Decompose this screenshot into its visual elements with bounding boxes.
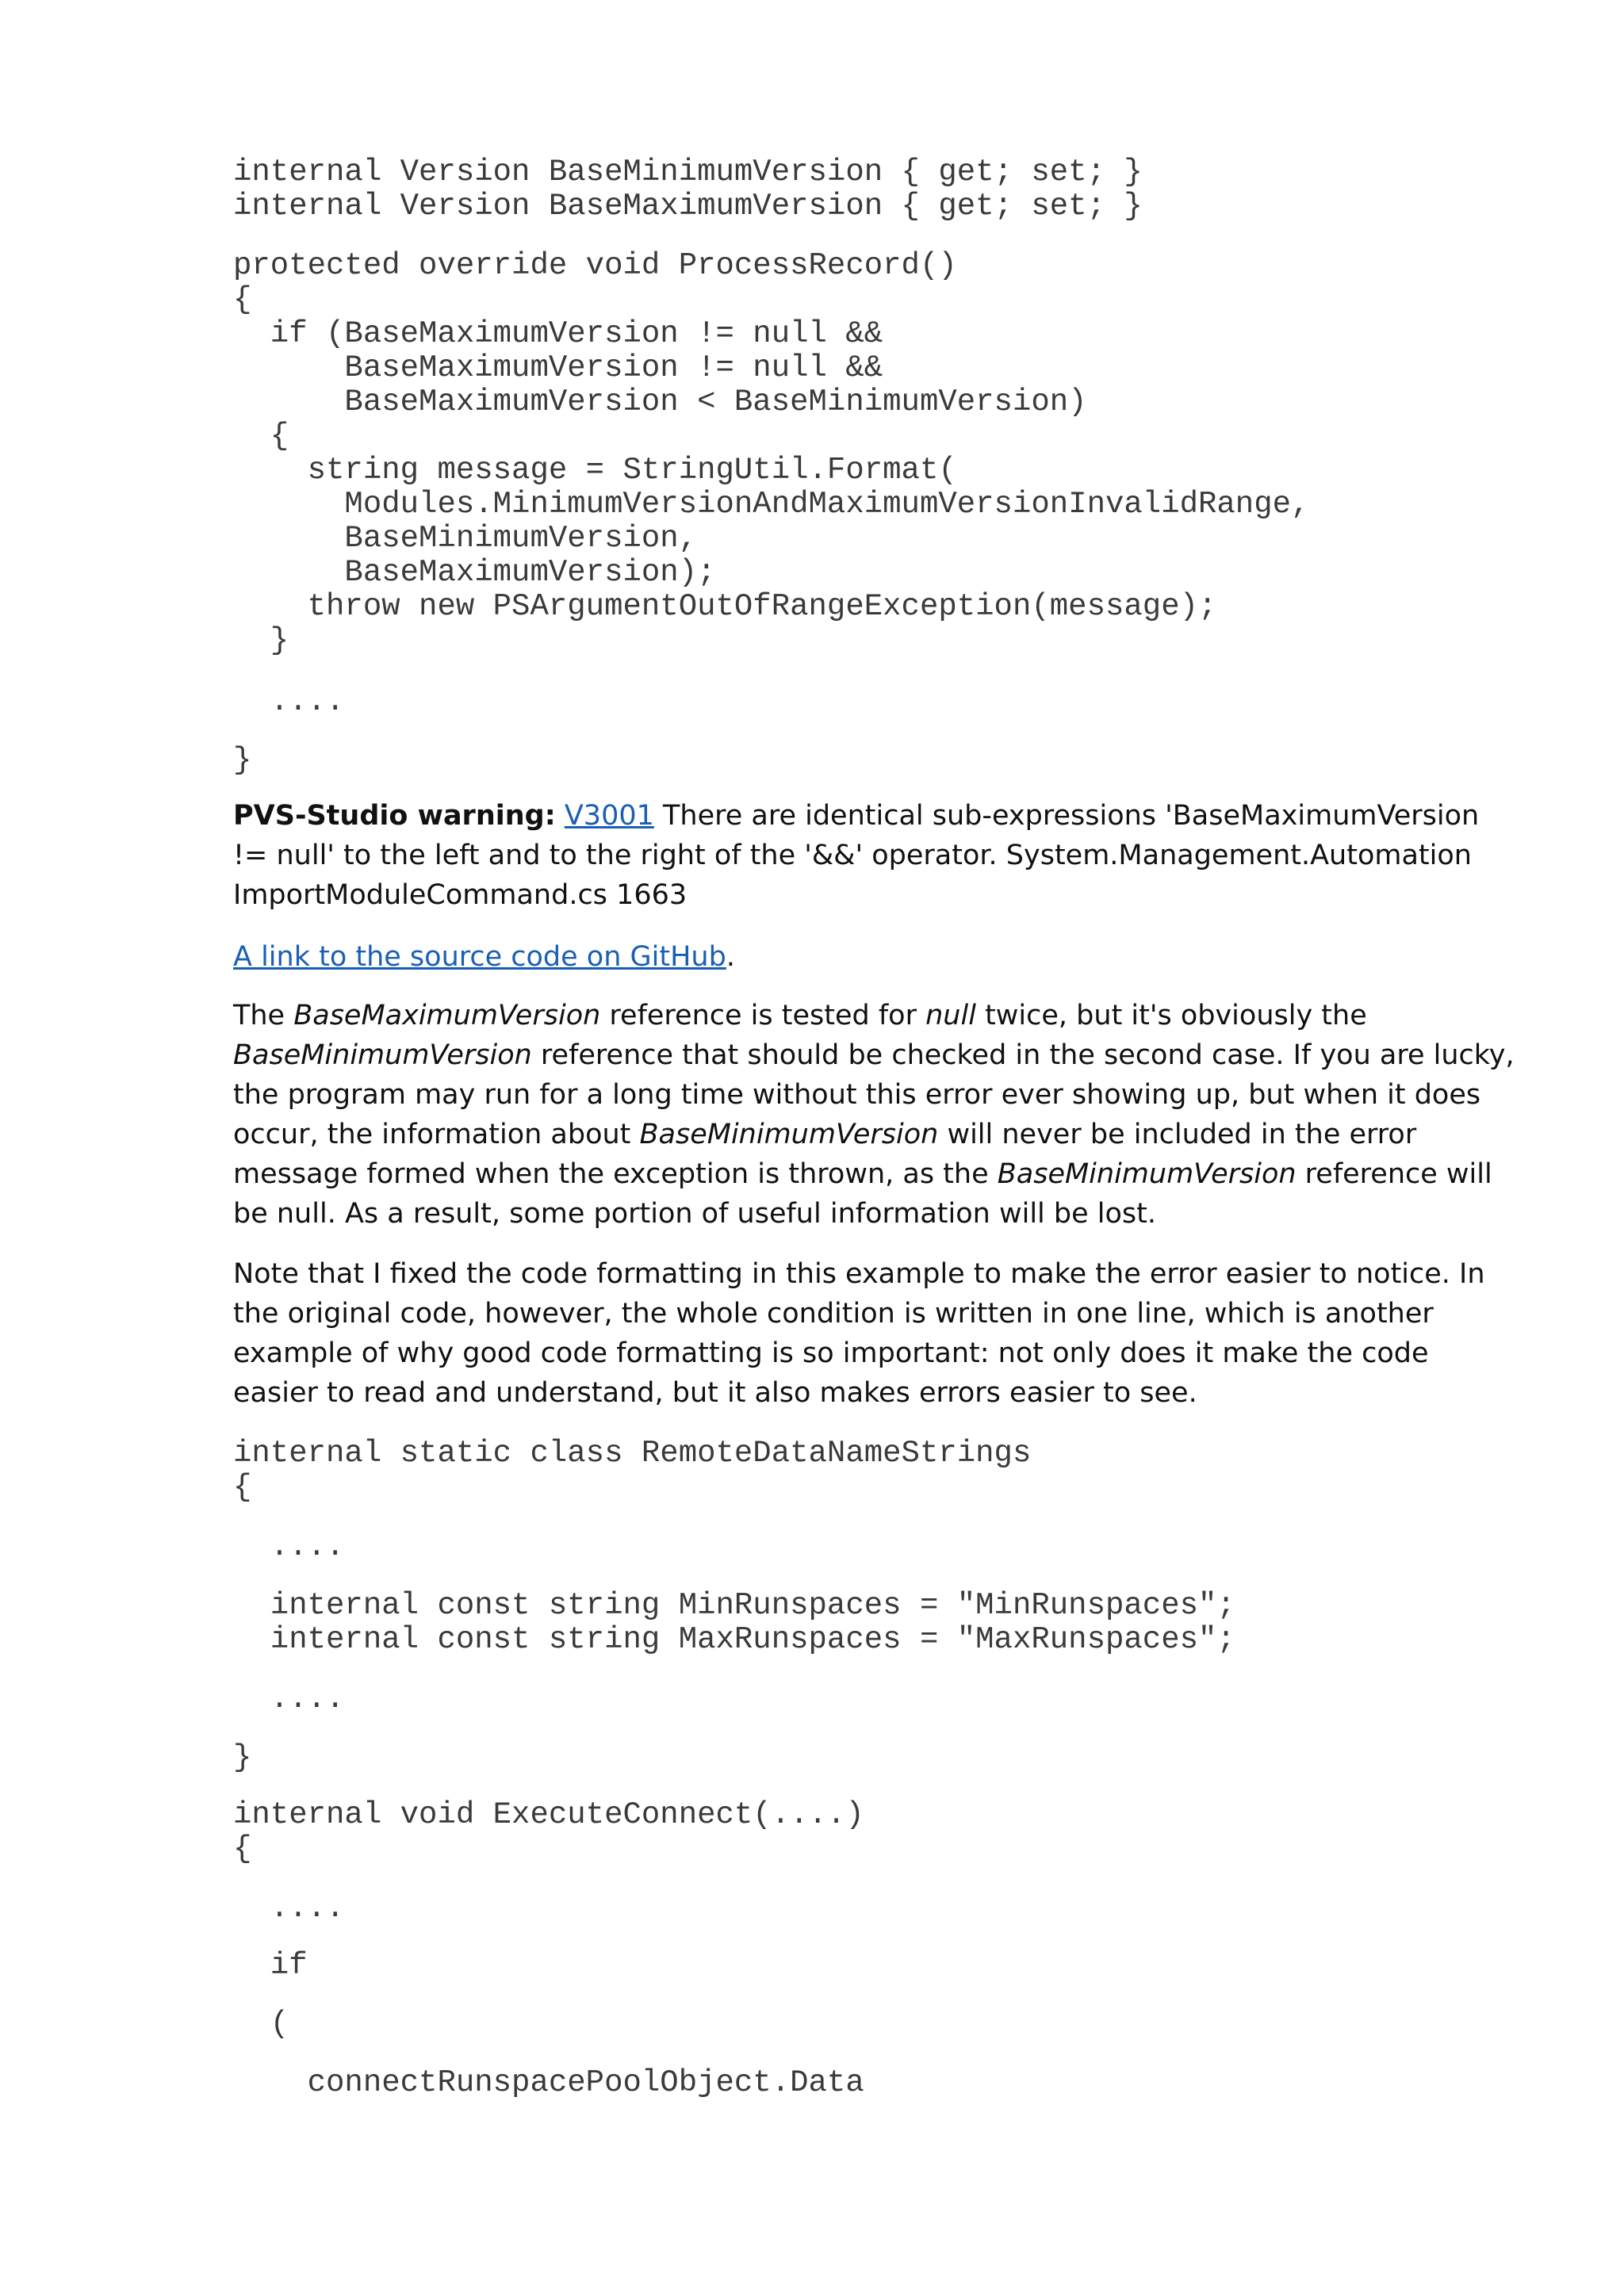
code-closing-brace: }: [233, 1740, 252, 1775]
code-ellipsis: ....: [233, 1529, 345, 1564]
code-closing-brace: }: [233, 743, 252, 778]
code-line: {: [233, 419, 289, 453]
code-line: protected override void ProcessRecord(): [233, 248, 957, 283]
code-constants: internal const string MinRunspaces = "MinRunspaces"; internal const string MaxRunspaces = "MaxRunspaces";: [270, 1588, 1235, 1657]
code-line: BaseMaximumVersion);: [233, 555, 716, 590]
text-run: twice, but it's obviously the: [975, 1000, 1367, 1031]
italic-run: BaseMinimumVersion: [639, 1119, 939, 1150]
code-line: throw new PSArgumentOutOfRangeException(message);: [233, 589, 1217, 624]
italic-run: BaseMinimumVersion: [233, 1039, 532, 1071]
text-run: reference that should be checked in the second case. If you are lucky, the program may run for a long time without this error ever showing up, but when it does occur, the information about: [233, 1039, 1515, 1150]
text-run: reference will be null. As a result, some portion of useful information will be lost.: [233, 1158, 1492, 1230]
italic-run: BaseMinimumVersion: [997, 1158, 1297, 1190]
link-suffix: .: [726, 941, 735, 973]
source-link-paragraph: [233, 937, 1518, 977]
code-line: {: [233, 282, 252, 317]
formatting-note-paragraph: Note that I fixed the code formatting in this example to make the error easier to notice. In the original code, however, the whole condition is written in one line, which is another example of why good code formatting is so important: not only does it make the code easier to read and understand, but it also makes errors easier to see.: [233, 1258, 1485, 1409]
code-line: if (BaseMaximumVersion != null &&: [233, 316, 883, 351]
italic-run: BaseMaximumVersion: [293, 1000, 601, 1031]
text-run: The: [233, 1000, 294, 1031]
code-method-header: internal void ExecuteConnect(....) {: [233, 1797, 864, 1866]
code-line: internal Version BaseMinimumVersion { get; set; }: [233, 155, 1143, 189]
code-data-line: connectRunspacePoolObject.Data: [233, 2065, 864, 2100]
code-line: BaseMinimumVersion,: [233, 521, 698, 556]
code-ellipsis: ....: [233, 1682, 345, 1716]
v3001-link[interactable]: V3001: [564, 800, 654, 832]
github-source-link[interactable]: A link to the source code on GitHub: [233, 941, 726, 973]
code-if-line: if: [233, 1948, 308, 1983]
code-block-process-record: [233, 249, 1309, 658]
code-line: BaseMaximumVersion < BaseMinimumVersion): [233, 385, 1087, 419]
warning-text: There are identical sub-expressions 'BaseMaximumVersion != null' to the left and to the right of the '&&' operator. System.Management.Automation ImportModuleCommand.cs 1663: [233, 800, 1480, 911]
warning-label: PVS-Studio warning:: [233, 800, 556, 832]
code-line: }: [233, 623, 289, 658]
italic-run: null: [925, 1000, 976, 1031]
explanation-paragraph: [233, 996, 1518, 1234]
code-line: BaseMaximumVersion != null &&: [233, 350, 883, 385]
pvs-warning: [233, 796, 1518, 915]
code-line: string message = StringUtil.Format(: [233, 453, 957, 488]
code-line: internal Version BaseMaximumVersion { get; set; }: [233, 189, 1143, 224]
code-block-properties: [233, 155, 1143, 224]
code-ellipsis: ....: [233, 1891, 345, 1926]
text-run: will never be included in the error message formed when the exception is thrown, as the: [233, 1119, 1417, 1190]
code-class-header: internal static class RemoteDataNameStrings {: [233, 1436, 1032, 1505]
text-run: reference is tested for: [600, 1000, 926, 1031]
code-ellipsis: ....: [233, 684, 345, 719]
code-line: Modules.MinimumVersionAndMaximumVersionInvalidRange,: [233, 487, 1310, 522]
code-paren-line: (: [233, 2007, 289, 2042]
